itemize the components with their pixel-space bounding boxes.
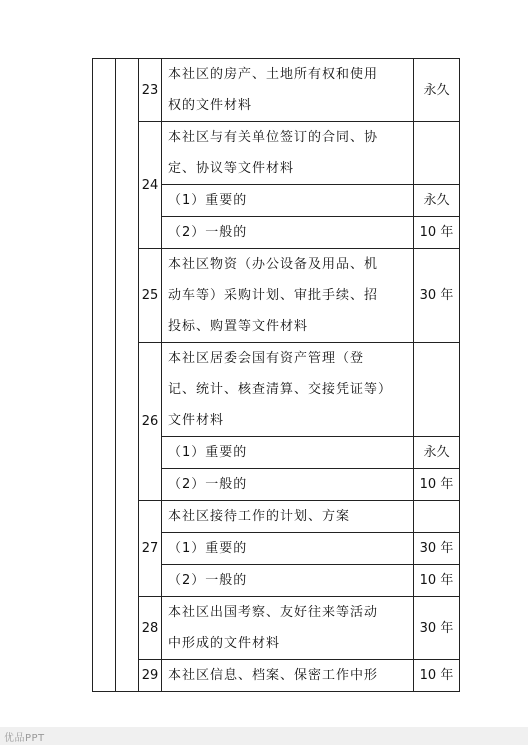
sub-item-description: （2）一般的	[162, 565, 414, 597]
row-number: 25	[139, 249, 162, 343]
table-row	[93, 249, 460, 343]
table-row	[93, 122, 460, 185]
retention-period: 10 年	[414, 565, 460, 597]
retention-period: 30 年	[414, 533, 460, 565]
retention-period: 10 年	[414, 217, 460, 249]
sub-item-description: （1）重要的	[162, 533, 414, 565]
sub-item-description: （2）一般的	[162, 469, 414, 501]
row-number: 26	[139, 343, 162, 501]
retention-period: 30 年	[414, 249, 460, 343]
blank-column-2	[116, 59, 139, 692]
row-number: 24	[139, 122, 162, 249]
watermark-logo: 优品PPT	[4, 733, 45, 744]
footer-bar	[0, 727, 528, 745]
item-description: 本社区信息、档案、保密工作中形	[162, 660, 414, 692]
row-number: 27	[139, 501, 162, 597]
retention-period	[414, 343, 460, 437]
item-description: 本社区居委会国有资产管理（登 记、统计、核查清算、交接凭证等） 文件材料	[162, 343, 414, 437]
retention-period: 10 年	[414, 660, 460, 692]
item-description: 本社区与有关单位签订的合同、协 定、协议等文件材料	[162, 122, 414, 185]
table-row	[93, 501, 460, 533]
retention-period: 永久	[414, 437, 460, 469]
item-description: 本社区接待工作的计划、方案	[162, 501, 414, 533]
retention-period	[414, 501, 460, 533]
item-description: 本社区物资（办公设备及用品、机 动车等）采购计划、审批手续、招 投标、购置等文件材料	[162, 249, 414, 343]
retention-period: 永久	[414, 59, 460, 122]
row-number: 29	[139, 660, 162, 692]
retention-period	[414, 122, 460, 185]
row-number: 28	[139, 597, 162, 660]
retention-table	[92, 58, 460, 692]
item-description: 本社区出国考察、友好往来等活动 中形成的文件材料	[162, 597, 414, 660]
retention-period: 永久	[414, 185, 460, 217]
sub-item-description: （2）一般的	[162, 217, 414, 249]
table-row	[93, 597, 460, 660]
table-row	[93, 660, 460, 692]
table-row	[93, 343, 460, 437]
blank-column-1	[93, 59, 116, 692]
row-number: 23	[139, 59, 162, 122]
sub-item-description: （1）重要的	[162, 437, 414, 469]
sub-item-description: （1）重要的	[162, 185, 414, 217]
retention-period: 30 年	[414, 597, 460, 660]
retention-period: 10 年	[414, 469, 460, 501]
item-description: 本社区的房产、土地所有权和使用 权的文件材料	[162, 59, 414, 122]
table-row	[93, 59, 460, 122]
